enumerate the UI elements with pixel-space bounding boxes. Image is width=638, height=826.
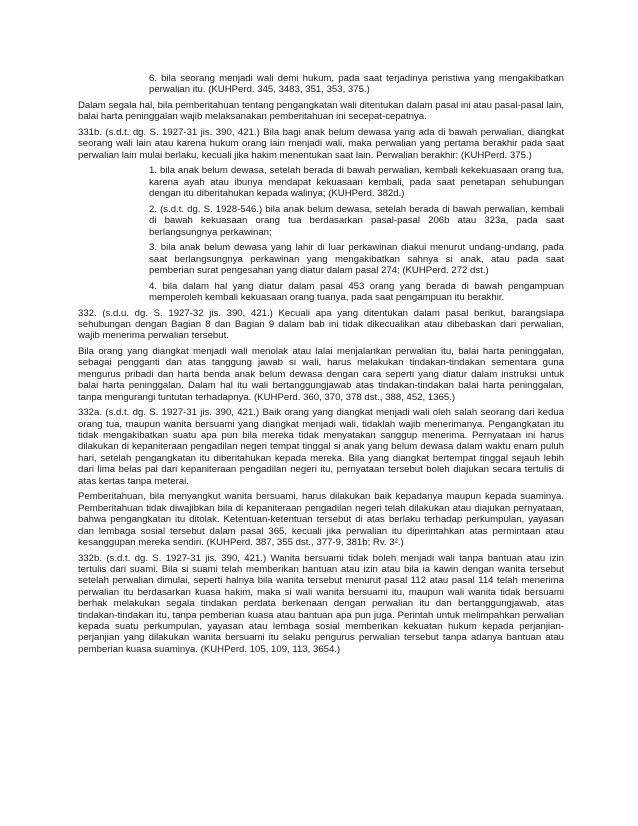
paragraph: 332b. (s.d.t. dg. S. 1927-31 jis. 390, 421.) Wanita bersuami tidak boleh menjadi wali tanpa bantuan atau izin tertulis dari suami. Bila si suami telah memberikan bantuan atau izin atau bila ia kawin dengan wanita tersebut setelah perwalian dimulai, seperti halnya bila wanita tersebut menurut pasal 112 atau pasal 114 telah menerima perwalian itu berdasarkan kuasa hakim, maka si wali wanita bersuami itu, maupun wali wanita tidak bersuami berhak melakukan segala tindakan perdata berkenaan dengan perwalian itu dan bertanggungjawab, atas tindakan-tindakan itu, tanpa pemberian kuasa atau bantuan apa pun juga. Perintah untuk melimpahkan perwalian kepada suatu perkumpulan, yayasan atau lembaga sosial memberikan kekuatan hukum kepada perjanjian-perjanjian yang dilakukan wanita bersuami itu selaku pengurus perwalian tersebut tanpa adanya bantuan atau pemberian kuasa suaminya. (KUHPerd. 105, 109, 113, 3654.) <box>78 552 564 655</box>
list-item: 1. bila anak belum dewasa, setelah berada di bawah perwalian, kembali kekekuasaan orang tua, karena ayah atau ibunya mendapat kekuasaan kembali, pada saat penetapan sehubungan dengan itu diberitahukan kepada walinya; (KUHPerd. 382d.) <box>149 165 564 200</box>
paragraph: 332. (s.d.u. dg. S. 1927-32 jis. 390, 421.) Kecuali apa yang ditentukan dalam pasal berikut, barangsiapa sehubungan dengan Bagian 8 dan Bagian 9 dalam bab ini tidak dikecualikan atau dibebaskan dari perwalian, wajib menerima perwalian tersebut. <box>78 307 564 342</box>
list-item: 4. bila dalam hal yang diatur dalam pasal 453 orang yang berada di bawah pengampuan memperoleh kembali kekuasaan orang tuanya, pada saat pengampuan itu berakhir. <box>149 280 564 304</box>
paragraph: 331b. (s.d.t. dg. S. 1927-31 jis. 390, 421.) Bila bagi anak belum dewasa yang ada di bawah perwalian, diangkat seorang wali lain atau karena hukum orang lain menjadi wali, maka perwalian yang pertama berakhir pada saat perwalian lain mulai berlaku, kecuali jika hakim menentukan saat lain. Perwalian berakhir: (KUHPerd. 375.) <box>78 127 564 161</box>
paragraph: Bila orang yang diangkat menjadi wali menolak atau lalai menjalankan perwalian itu, balai harta peninggalan, sebagai pengganti dan atas tanggung jawab si wali, harus melakukan tindakan-tindakan sementara guna mengurus pribadi dan harta benda anak belum dewasa dengan cara seperti yang diatur dalam instruksi untuk balai harta peninggalan. Dalam hal itu wali bertanggungjawab atas tindakan-tindakan balai harta peninggalan, tanpa mengurangi tuntutan terhadapnya. (KUHPerd. 360, 370, 378 dst., 388, 452, 1365.) <box>78 346 564 403</box>
paragraph: Dalam segala hal, bila pemberitahuan tentang pengangkatan wali ditentukan dalam pasal ini atau pasal-pasal lain, balai harta peninggalan wajib melaksanakan pemberitahuan ini secepat-cepatnya. <box>78 100 564 123</box>
list-item: 6. bila seorang menjadi wali demi hukum, pada saat terjadinya peristiwa yang mengakibatkan perwalian itu. (KUHPerd. 345, 3483, 351, 353, 375.) <box>149 73 564 96</box>
paragraph: Pemberitahuan, bila menyangkut wanita bersuami, harus dilakukan baik kepadanya maupun kepada suaminya. Pemberitahuan tidak diwajibkan bila di kepaniteraan pengadilan negeri telah dilakukan atau diajukan pernyataan, bahwa pengangkatan itu ditolak. Ketentuan-ketentuan tersebut di atas berlaku terhadap perkumpulan, yayasan dan lembaga sosial tersebut dalam pasal 365, kecuali jika perwalian itu diperintahkan atas permintaan atau kesanggupan mereka sendiri. (KUHPerd. 387, 355 dst., 377-9, 381b; Rv. 3².) <box>78 491 564 548</box>
list-item: 2. (s.d.t. dg. S. 1928-546.) bila anak belum dewasa, setelah berada di bawah perwalian, kembali di bawah kekuasaan orang tua berdasarkan pasal-pasal 206b atau 323a, pada saat berlangsungnya perkawinan; <box>149 203 564 238</box>
paragraph: 332a. (s.d.t. dg. S. 1927-31 jis. 390, 421.) Baik orang yang diangkat menjadi wali oleh salah seorang dari kedua orang tua, maupun wanita bersuami yang diangkat menjadi wali, tidaklah wajib menerimanya. Pengangkatan itu tidak mengakibatkan suatu apa pun bila mereka tidak menyatakan sanggup menerima. Pernyataan ini harus dilakukan di kepaniteraan pengadilan negeri tempat tinggal si anak yang belum dewasa dalam waktu enam puluh hari, setelah pengangkatan itu diberitahukan kepada mereka. Bila yang diangkat bertempat tinggal sejauh lebih dari lima belas pal dari kepaniteraan pengadilan negeri itu, pernyataan tersebut boleh diajukan secara tertulis di atas kertas tanpa meterai. <box>78 407 564 487</box>
list-item: 3. bila anak belum dewasa yang lahir di luar perkawinan diakui menurut undang-undang, pada saat berlangsungnya perkawinan yang mengakibatkan sahnya si anak, atau pada saat pemberian surat pengesahan yang diatur dalam pasal 274; (KUHPerd. 272 dst.) <box>149 242 564 277</box>
document-page <box>78 73 564 659</box>
